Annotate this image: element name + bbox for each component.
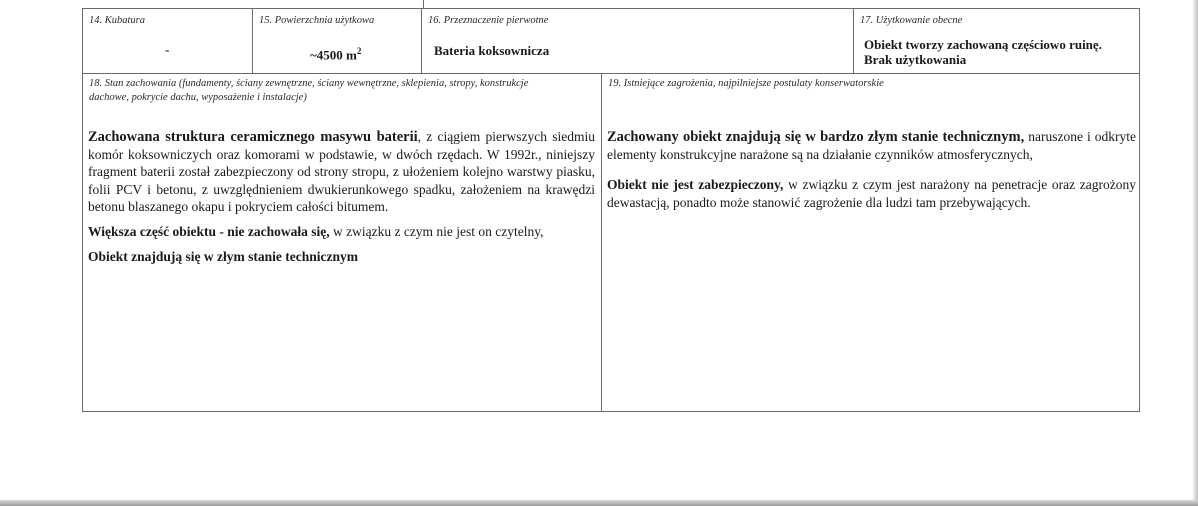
przeznaczenie-label: 16. Przeznaczenie pierwotne: [428, 15, 549, 26]
stan-paragraph-2: [88, 223, 595, 240]
zagrozenia-p1-bold: Zachowany obiekt znajdują się w bardzo złym stanie technicznym,: [607, 129, 1025, 145]
powierzchnia-label: 15. Powierzchnia użytkowa: [259, 15, 375, 26]
uzytkowanie-value-line1: Obiekt tworzy zachowaną częściowo ruinę.: [864, 37, 1102, 52]
kubatura-label: 14. Kubatura: [89, 15, 146, 26]
powierzchnia-value: ~4500 $m^2$: [310, 46, 362, 63]
stan-p2-text: w związku z czym nie jest on czytelny,: [329, 224, 544, 240]
stan-p1-text: , z ciągiem pierwszych siedmiu komór koksowniczych oraz komorami w podstawie, w dwóch rzędach. W 1992r., niniejszy fragment baterii został zabezpieczony od strony stropu, z ułożeniem kolejno warstwy piasku, folii PCV i betonu, z uwzględnieniem dwukierunkowego spadku, założeniem na krawędzi betonu blaszanego okapu i pokryciem całości bitumem.: [88, 129, 595, 214]
stan-description: [88, 128, 595, 265]
col-divider-3: [853, 8, 854, 74]
uzytkowanie-label: 17. Użytkowanie obecne: [860, 15, 963, 26]
col-divider-row2: [601, 73, 602, 412]
col-divider-top-stub: [423, 0, 424, 9]
scan-bottom-edge: [0, 500, 1198, 506]
left-border: [82, 8, 83, 412]
zagrozenia-p2-text: w związku z czym jest narażony na penetracje oraz zagrożony dewastacją, ponadto może stanowić zagrożenie dla ludzi tam przebywających.: [607, 177, 1136, 210]
zagrozenia-label: 19. Istniejące zagrożenia, najpilniejsze postulaty konserwatorskie: [608, 78, 884, 89]
col-divider-1: [252, 8, 253, 74]
stan-p3-bold: Obiekt znajdują się w złym stanie technicznym: [88, 249, 358, 265]
row-divider: [82, 73, 1140, 74]
kubatura-value: -: [165, 42, 170, 57]
bottom-border: [82, 411, 1140, 412]
przeznaczenie-value: Bateria koksownicza: [434, 43, 550, 58]
stan-p2-bold: Większa część obiektu - nie zachowała się,: [88, 224, 330, 240]
zagrozenia-p1-text: naruszone i odkryte elementy konstrukcyjne narażone są na działanie czynników atmosferycznych,: [607, 129, 1136, 163]
stan-paragraph-1: [88, 128, 595, 215]
stan-label-line2: dachowe, pokrycie dachu, wyposażenie i instalacje): [89, 92, 307, 103]
top-border: [82, 8, 1140, 9]
stan-paragraph-3: [88, 248, 595, 265]
powierzchnia-superscript: 2: [356, 46, 362, 56]
col-divider-2: [421, 8, 422, 74]
stan-p1-bold: Zachowana struktura ceramicznego masywu baterii: [88, 129, 418, 145]
uzytkowanie-value-line2: Brak użytkowania: [864, 52, 967, 67]
scan-right-edge: [1192, 0, 1198, 506]
zagrozenia-p2-bold: Obiekt nie jest zabezpieczony,: [607, 177, 784, 193]
zagrozenia-paragraph-2: [607, 176, 1136, 210]
right-border: [1139, 8, 1140, 412]
stan-label-line1: 18. Stan zachowania (fundamenty, ściany zewnętrzne, ściany wewnętrzne, sklepienia, stropy, konstrukcje: [89, 78, 529, 89]
zagrozenia-description: [607, 128, 1136, 211]
zagrozenia-paragraph-1: [607, 128, 1136, 163]
